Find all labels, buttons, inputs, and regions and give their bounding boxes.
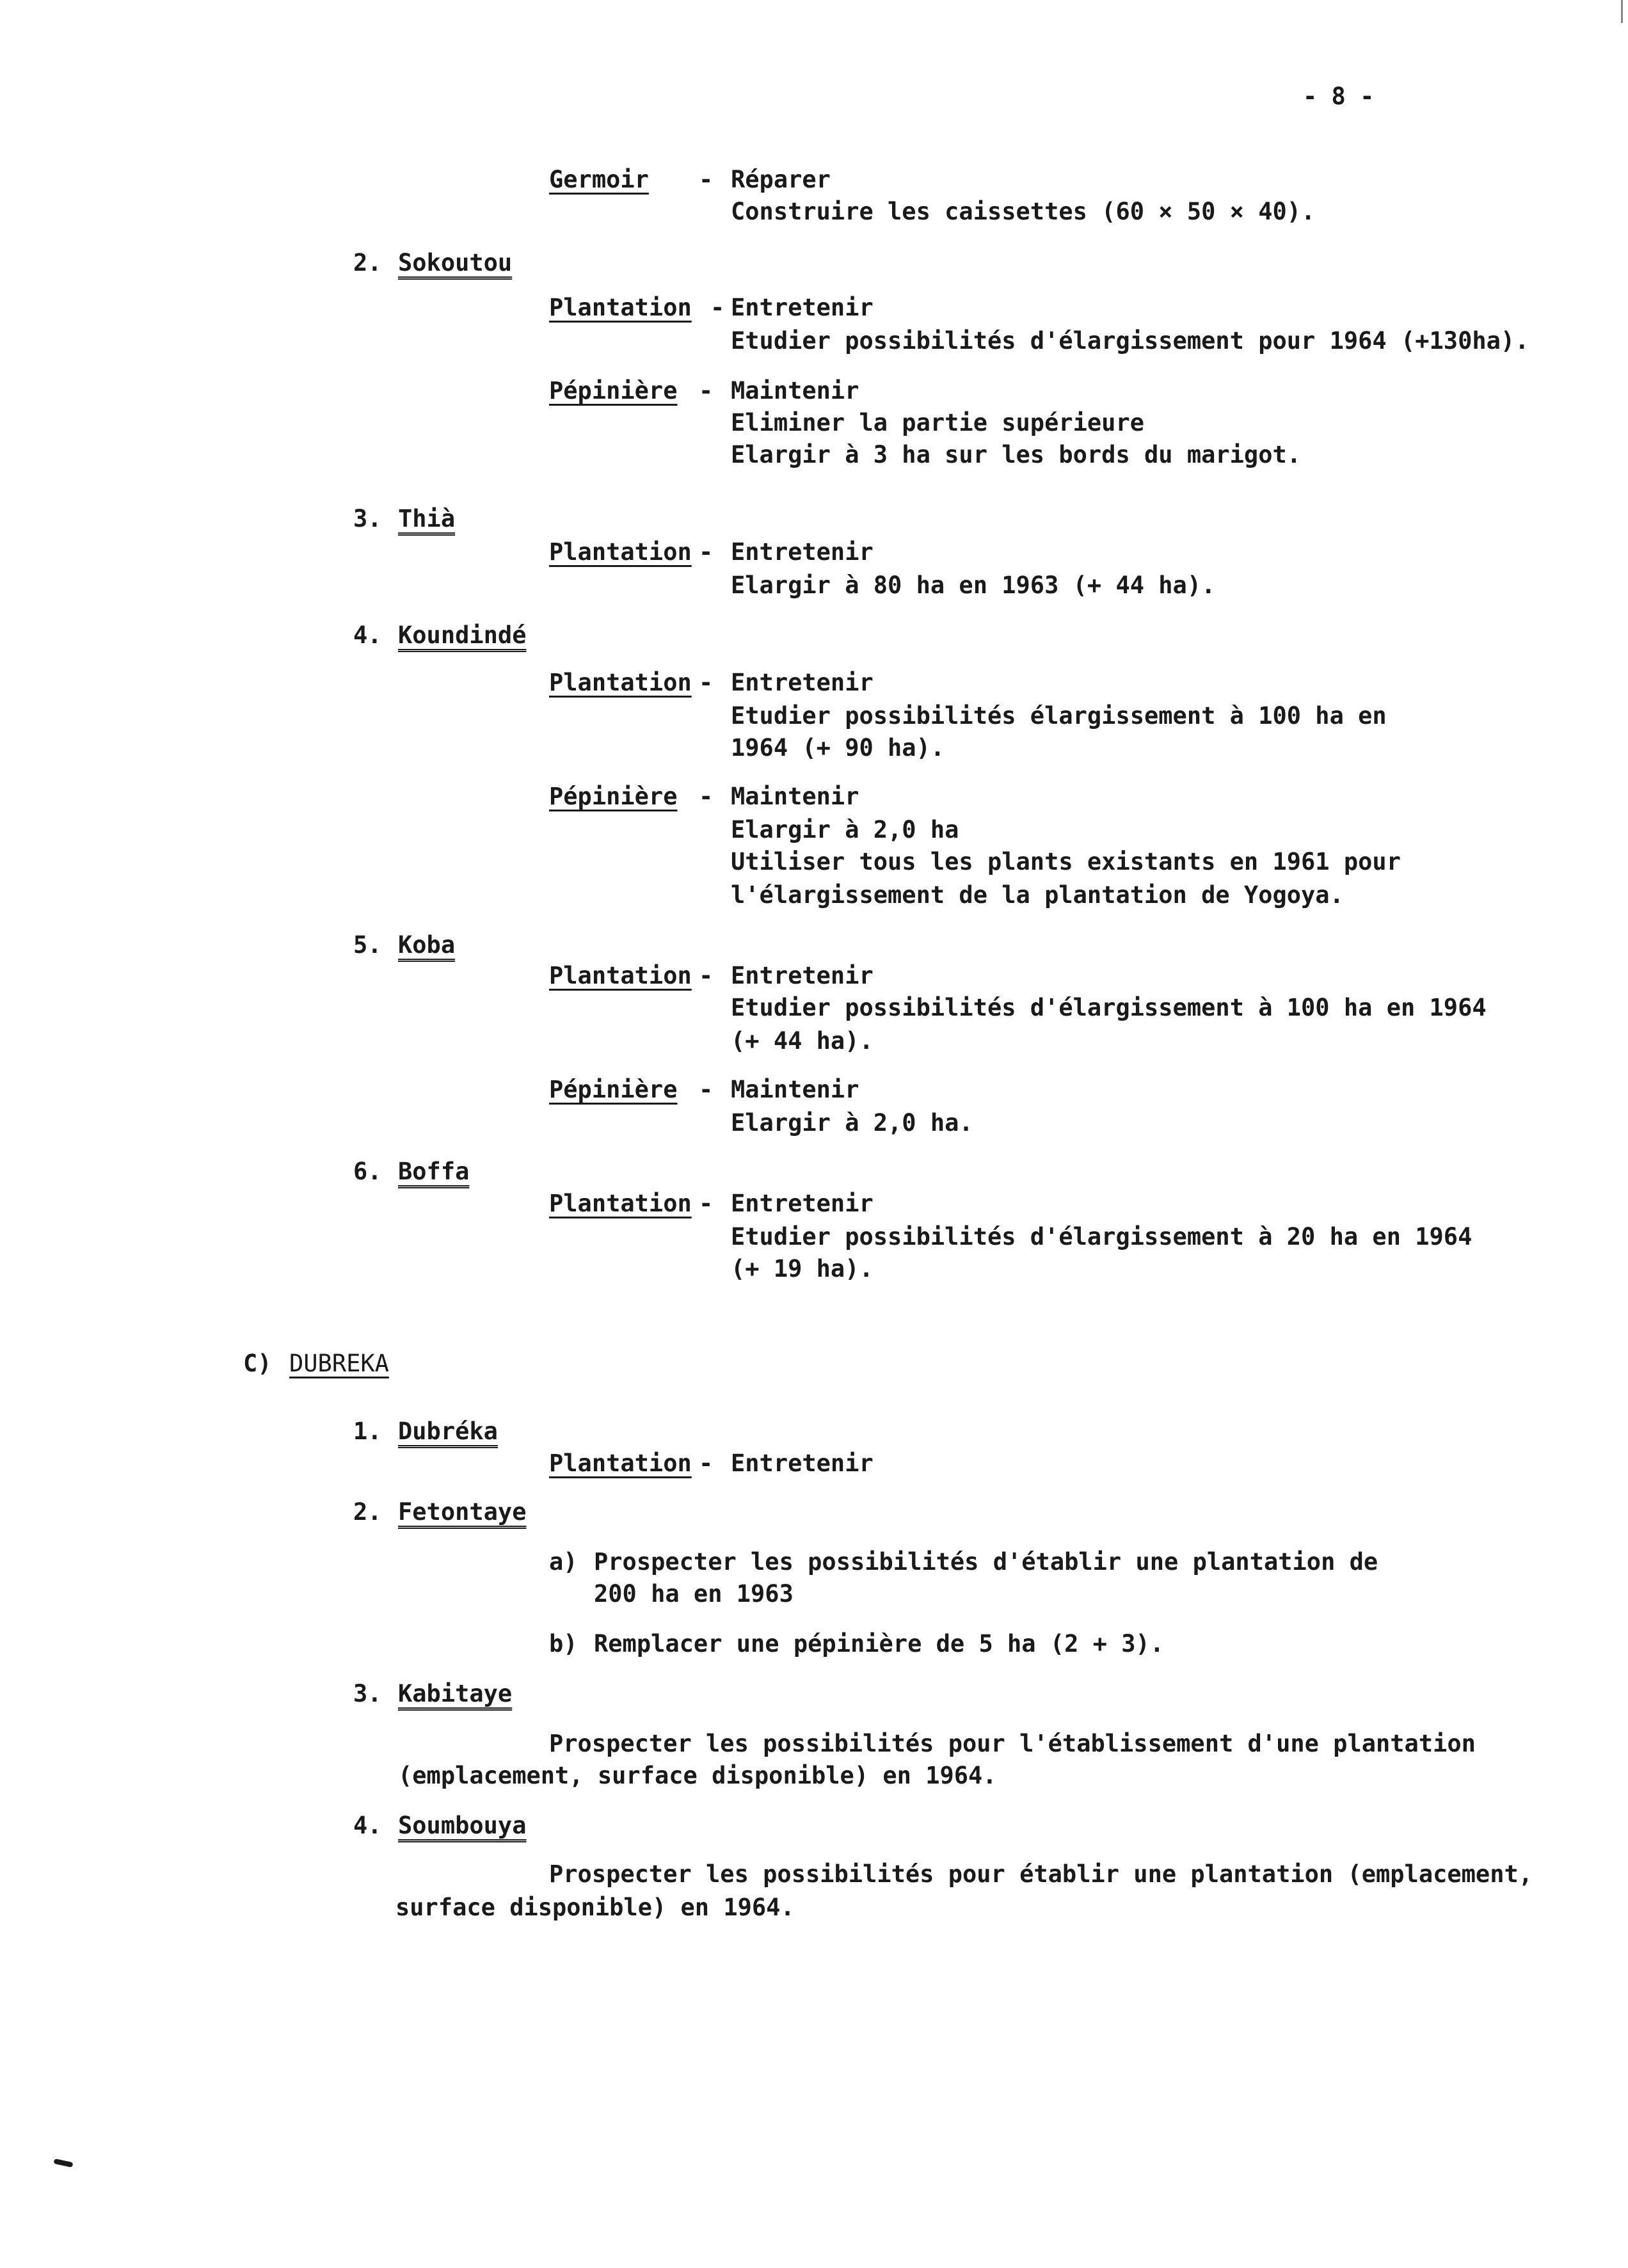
section-heading-prefix: C) bbox=[243, 1350, 272, 1377]
list-marker: b) bbox=[549, 1630, 578, 1657]
item-number: 6. bbox=[353, 1158, 382, 1185]
plantation-label: Plantation bbox=[549, 669, 692, 696]
list-item-line: Prospecter les possibilités d'établir une plantation de bbox=[594, 1548, 1378, 1576]
pepiniere-label: Pépinière bbox=[549, 783, 678, 810]
pepiniere-sep: - bbox=[699, 1076, 714, 1103]
item-number: 4. bbox=[353, 1812, 382, 1839]
section-heading: DUBREKA bbox=[289, 1350, 389, 1377]
plantation-line: (+ 44 ha). bbox=[731, 1027, 874, 1055]
plantation-label: Plantation bbox=[549, 294, 692, 321]
place-name-dubreka: Dubréka bbox=[398, 1418, 498, 1445]
pepiniere-line: Maintenir bbox=[731, 377, 859, 404]
item-number: 3. bbox=[353, 505, 382, 532]
plantation-label: Plantation bbox=[549, 538, 692, 566]
plantation-line: Entretenir bbox=[731, 1190, 874, 1217]
pepiniere-label: Pépinière bbox=[549, 377, 678, 404]
pepiniere-line: l'élargissement de la plantation de Yogoya. bbox=[731, 881, 1344, 909]
plantation-line: Etudier possibilités d'élargissement pour 1964 (+130ha). bbox=[731, 327, 1529, 355]
list-marker: a) bbox=[549, 1548, 578, 1576]
pepiniere-line: Utiliser tous les plants existants en 1961 pour bbox=[731, 848, 1401, 875]
pepiniere-line: Maintenir bbox=[731, 1076, 859, 1103]
place-name-fetontaye: Fetontaye bbox=[398, 1498, 527, 1526]
place-name-kabitaye: Kabitaye bbox=[398, 1680, 513, 1707]
plantation-label: Plantation bbox=[549, 962, 692, 989]
place-name-koundinde: Koundindé bbox=[398, 621, 527, 649]
paragraph-line: surface disponible) en 1964. bbox=[395, 1894, 795, 1921]
list-item-line: Remplacer une pépinière de 5 ha (2 + 3). bbox=[594, 1630, 1165, 1657]
germoir-line: Réparer bbox=[731, 166, 831, 193]
plantation-sep: - bbox=[699, 1449, 714, 1477]
scan-mark bbox=[53, 2159, 73, 2168]
place-name-sokoutou: Sokoutou bbox=[398, 249, 513, 276]
item-number: 5. bbox=[353, 931, 382, 959]
germoir-sep: - bbox=[699, 166, 714, 193]
pepiniere-line: Eliminer la partie supérieure bbox=[731, 409, 1145, 436]
pepiniere-line: Elargir à 2,0 ha bbox=[731, 816, 959, 843]
pepiniere-line: Elargir à 2,0 ha. bbox=[731, 1109, 973, 1137]
plantation-line: Entretenir bbox=[731, 669, 874, 696]
plantation-label: Plantation bbox=[549, 1190, 692, 1217]
item-number: 4. bbox=[353, 621, 382, 649]
plantation-line: Etudier possibilités d'élargissement à 100 ha en 1964 bbox=[731, 994, 1487, 1021]
plantation-line: 1964 (+ 90 ha). bbox=[731, 734, 945, 762]
pepiniere-sep: - bbox=[699, 377, 714, 404]
plantation-sep: - bbox=[699, 1190, 714, 1217]
plantation-label: Plantation bbox=[549, 1449, 692, 1477]
item-number: 1. bbox=[353, 1418, 382, 1445]
scan-edge-mark bbox=[1621, 0, 1623, 23]
pepiniere-line: Elargir à 3 ha sur les bords du marigot. bbox=[731, 441, 1302, 468]
plantation-line: Entretenir bbox=[731, 294, 874, 321]
germoir-label: Germoir bbox=[549, 166, 649, 193]
plantation-line: (+ 19 ha). bbox=[731, 1255, 874, 1282]
paragraph-line: (emplacement, surface disponible) en 1964. bbox=[398, 1762, 997, 1789]
item-number: 2. bbox=[353, 1498, 382, 1526]
pepiniere-label: Pépinière bbox=[549, 1076, 678, 1103]
paragraph-line: Prospecter les possibilités pour l'établissement d'une plantation bbox=[549, 1730, 1476, 1757]
plantation-line: Etudier possibilités d'élargissement à 20 ha en 1964 bbox=[731, 1223, 1472, 1250]
list-item-line: 200 ha en 1963 bbox=[594, 1580, 794, 1608]
germoir-line: Construire les caissettes (60 × 50 × 40). bbox=[731, 198, 1316, 225]
plantation-line: Entretenir bbox=[731, 538, 874, 566]
plantation-sep: - bbox=[699, 669, 714, 696]
item-number: 2. bbox=[353, 249, 382, 276]
place-name-soumbouya: Soumbouya bbox=[398, 1812, 527, 1839]
item-number: 3. bbox=[353, 1680, 382, 1707]
page-number: - 8 - bbox=[1303, 83, 1375, 110]
plantation-line: Entretenir bbox=[731, 962, 874, 989]
plantation-sep: - bbox=[699, 962, 714, 989]
place-name-boffa: Boffa bbox=[398, 1158, 470, 1185]
place-name-koba: Koba bbox=[398, 931, 456, 959]
plantation-sep: - bbox=[699, 538, 714, 566]
pepiniere-line: Maintenir bbox=[731, 783, 859, 810]
pepiniere-sep: - bbox=[699, 783, 714, 810]
plantation-line: Entretenir bbox=[731, 1449, 874, 1477]
paragraph-line: Prospecter les possibilités pour établir une plantation (emplacement, bbox=[549, 1860, 1533, 1888]
place-name-thia: Thià bbox=[398, 505, 456, 532]
plantation-line: Elargir à 80 ha en 1963 (+ 44 ha). bbox=[731, 571, 1216, 599]
plantation-sep: - bbox=[710, 294, 725, 321]
plantation-line: Etudier possibilités élargissement à 100 ha en bbox=[731, 702, 1387, 730]
